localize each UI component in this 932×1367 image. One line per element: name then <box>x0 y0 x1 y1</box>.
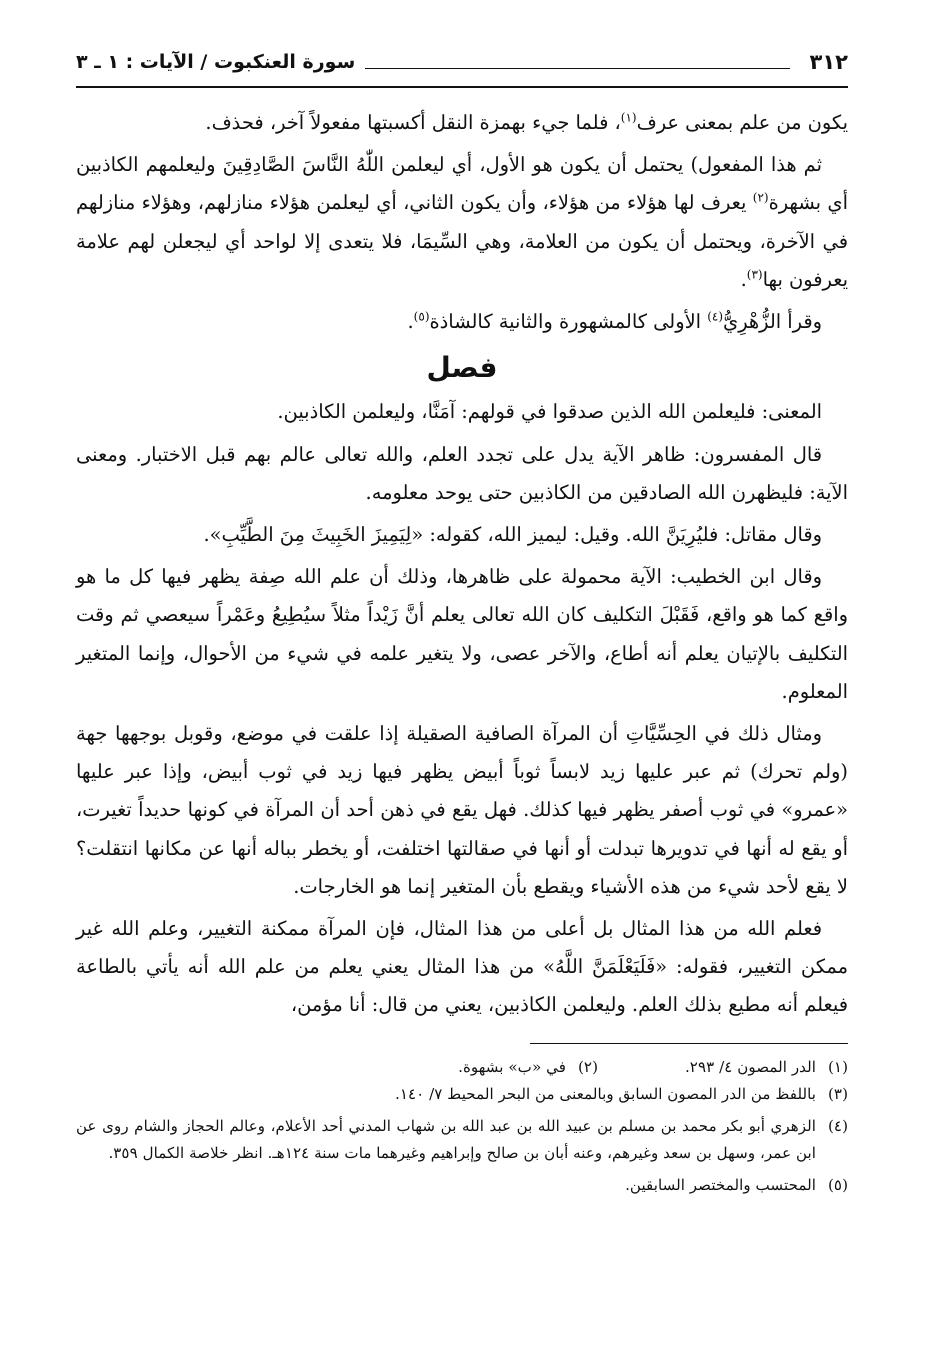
footnote-row-1-2 <box>76 1054 848 1081</box>
running-header <box>76 40 848 88</box>
paragraph-1 <box>76 104 848 142</box>
paragraph-1-text-a: يكون من علم بمعنى عرف <box>636 111 848 134</box>
paragraph-7: وقال ابن الخطيب: الآية محمولة على ظاهرها، وذلك أن علم الله صِفة يظهر فيها كل ما هو واقع كما هو واقع، فَقَبْلَ التكليف كان الله تعالى يعلم أنَّ زَيْداً مثلاً سيُطِيعُ وعَمْراً سيعصي ثم وقت التكليف بالإتيان يعلم أنه أطاع، والآخر عصى، ولا يتغير علمه في شيء من الأحوال، وإنما المتغير المعلوم. <box>76 565 848 703</box>
footnote-ref-1[interactable]: (١) <box>620 110 637 125</box>
footnote-4-text: الزهري أبو بكر محمد بن مسلم بن عبيد الله بن عبد الله بن شهاب المدني أحد الأعلام، وعالم الحجاز والشام روى عن ابن عمر، وسهل بن سعد وغيرهم، وعنه أبان بن صالح وإبراهيم وغيرهما مات سنة ١٢٤هـ. انظر خلاصة الكمال ٣٥٩. <box>76 1116 816 1162</box>
paragraph-3 <box>76 303 848 341</box>
paragraph-3-text-c: . <box>407 310 414 334</box>
footnote-4-number: (٤) <box>827 1116 848 1135</box>
paragraph-5: قال المفسرون: ظاهر الآية يدل على تجدد العلم، والله تعالى عالم بهم قبل الاختبار. ومعنى الآية: فليظهرن الله الصادقين من الكاذبين حتى يوحد معلومه. <box>76 442 848 504</box>
paragraph-2 <box>76 146 848 299</box>
footnote-ref-4[interactable]: (٤) <box>707 309 724 324</box>
footnote-1-text: الدر المصون ٤/ ٢٩٣. <box>684 1057 816 1076</box>
section-heading: فصل <box>426 351 498 385</box>
paragraph-9: فعلم الله من هذا المثال بل أعلى من هذا المثال، فإن المرآة ممكنة التغيير، وعلم الله غير ممكن التغيير، فقوله: «فَلَيَعْلَمَنَّ اللَّهُ» من هذا المثال يعني يعلم من علم الله أنه يأتي بالطاعة فيعلم أنه مطيع بذلك العلم. وليعلمن الكاذبين، يعني من قال: أنا مؤمن، <box>76 917 848 1017</box>
footnote-rule <box>530 1043 848 1044</box>
footnote-5-text: المحتسب والمختصر السابقين. <box>625 1175 816 1194</box>
footnote-3-number: (٣) <box>827 1084 848 1103</box>
header-title: سورة العنكبوت / الآيات : ١ ـ ٣ <box>76 51 356 73</box>
footnote-5 <box>76 1172 848 1199</box>
footnote-2-number: (٢) <box>577 1057 598 1076</box>
footnote-4 <box>76 1113 848 1167</box>
paragraph-3-text-a: وقرأ الزُّهْرِيُّ <box>723 310 822 334</box>
footnotes <box>76 1054 848 1199</box>
paragraph-8: ومثال ذلك في الحِسِّيَّاتِ أن المرآة الصافية الصقيلة إذا علقت في موضع، وقوبل بوجهها جهة (ولم تحرك) ثم عبر عليها زيد لابساً ثوباً أبيض يظهر فيها زيد في ثوب أبيض، وإذا عبر عليها «عمرو» في ثوب أصفر يظهر فيها كذلك. فهل يقع في ذهن أحد أن المرآة في كونها حديداً تغيرت، أو يقع له أنها في تدويرها تبدلت أو أنها في صقالتها اختلفت، أو يخطر بباله أنها عن مكانها انتقلت؟ لا يقع لأحد شيء من هذه الأشياء ويقطع بأن المتغير إنما هو الخارجات. <box>76 722 848 898</box>
footnote-2-text: في «ب» بشهوة. <box>458 1057 566 1076</box>
paragraph-2-text-b: يعرف لها هؤلاء من هؤلاء، وأن يكون الثاني، أي ليعلمن هؤلاء منازلهم، وهؤلاء منازلهم في الآخرة، ويحتمل أن يكون من العلامة، وهي السِّيمَا، فلا يتعدى إلا لواحد أي ليجعلن لهم علامة يعرفون بها <box>76 191 848 291</box>
header-rule <box>365 56 789 69</box>
footnote-ref-2[interactable]: (٢) <box>752 190 769 205</box>
page-number: ٣١٢ <box>809 50 848 74</box>
footnote-1 <box>598 1054 848 1081</box>
paragraph-4: المعنى: فليعلمن الله الذين صدقوا في قولهم: آمَنَّا، وليعلمن الكاذبين. <box>277 400 822 424</box>
book-page <box>76 40 848 1340</box>
paragraph-2-text-c: . <box>740 267 747 291</box>
footnote-5-number: (٥) <box>827 1175 848 1194</box>
footnote-2 <box>348 1054 598 1081</box>
footnote-ref-5[interactable]: (٥) <box>413 309 430 324</box>
body-text <box>76 104 848 1025</box>
paragraph-2-text-a: ثم هذا المفعول) يحتمل أن يكون هو الأول، أي ليعلمن اللّٰهُ النَّاسَ الصَّادِقِينَ وليعلمهم الكاذبين أي بشهرة <box>76 153 848 215</box>
footnote-ref-3[interactable]: (٣) <box>746 267 763 282</box>
footnote-3 <box>76 1081 848 1108</box>
footnote-1-number: (١) <box>827 1057 848 1076</box>
paragraph-1-text-b: ، فلما جيء بهمزة النقل أكسبتها مفعولاً آخر، فحذف. <box>205 111 621 134</box>
footnote-3-text: باللفظ من الدر المصون السابق وبالمعنى من البحر المحيط ٧/ ١٤٠. <box>395 1084 816 1103</box>
paragraph-3-text-b: الأولى كالمشهورة والثانية كالشاذة <box>429 310 708 334</box>
paragraph-6: وقال مقاتل: فليُرِيَنَّ الله. وقيل: ليميز الله، كقوله: «لِيَمِيزَ الخَبِيثَ مِنَ الطَّيِّبِ». <box>203 523 822 547</box>
